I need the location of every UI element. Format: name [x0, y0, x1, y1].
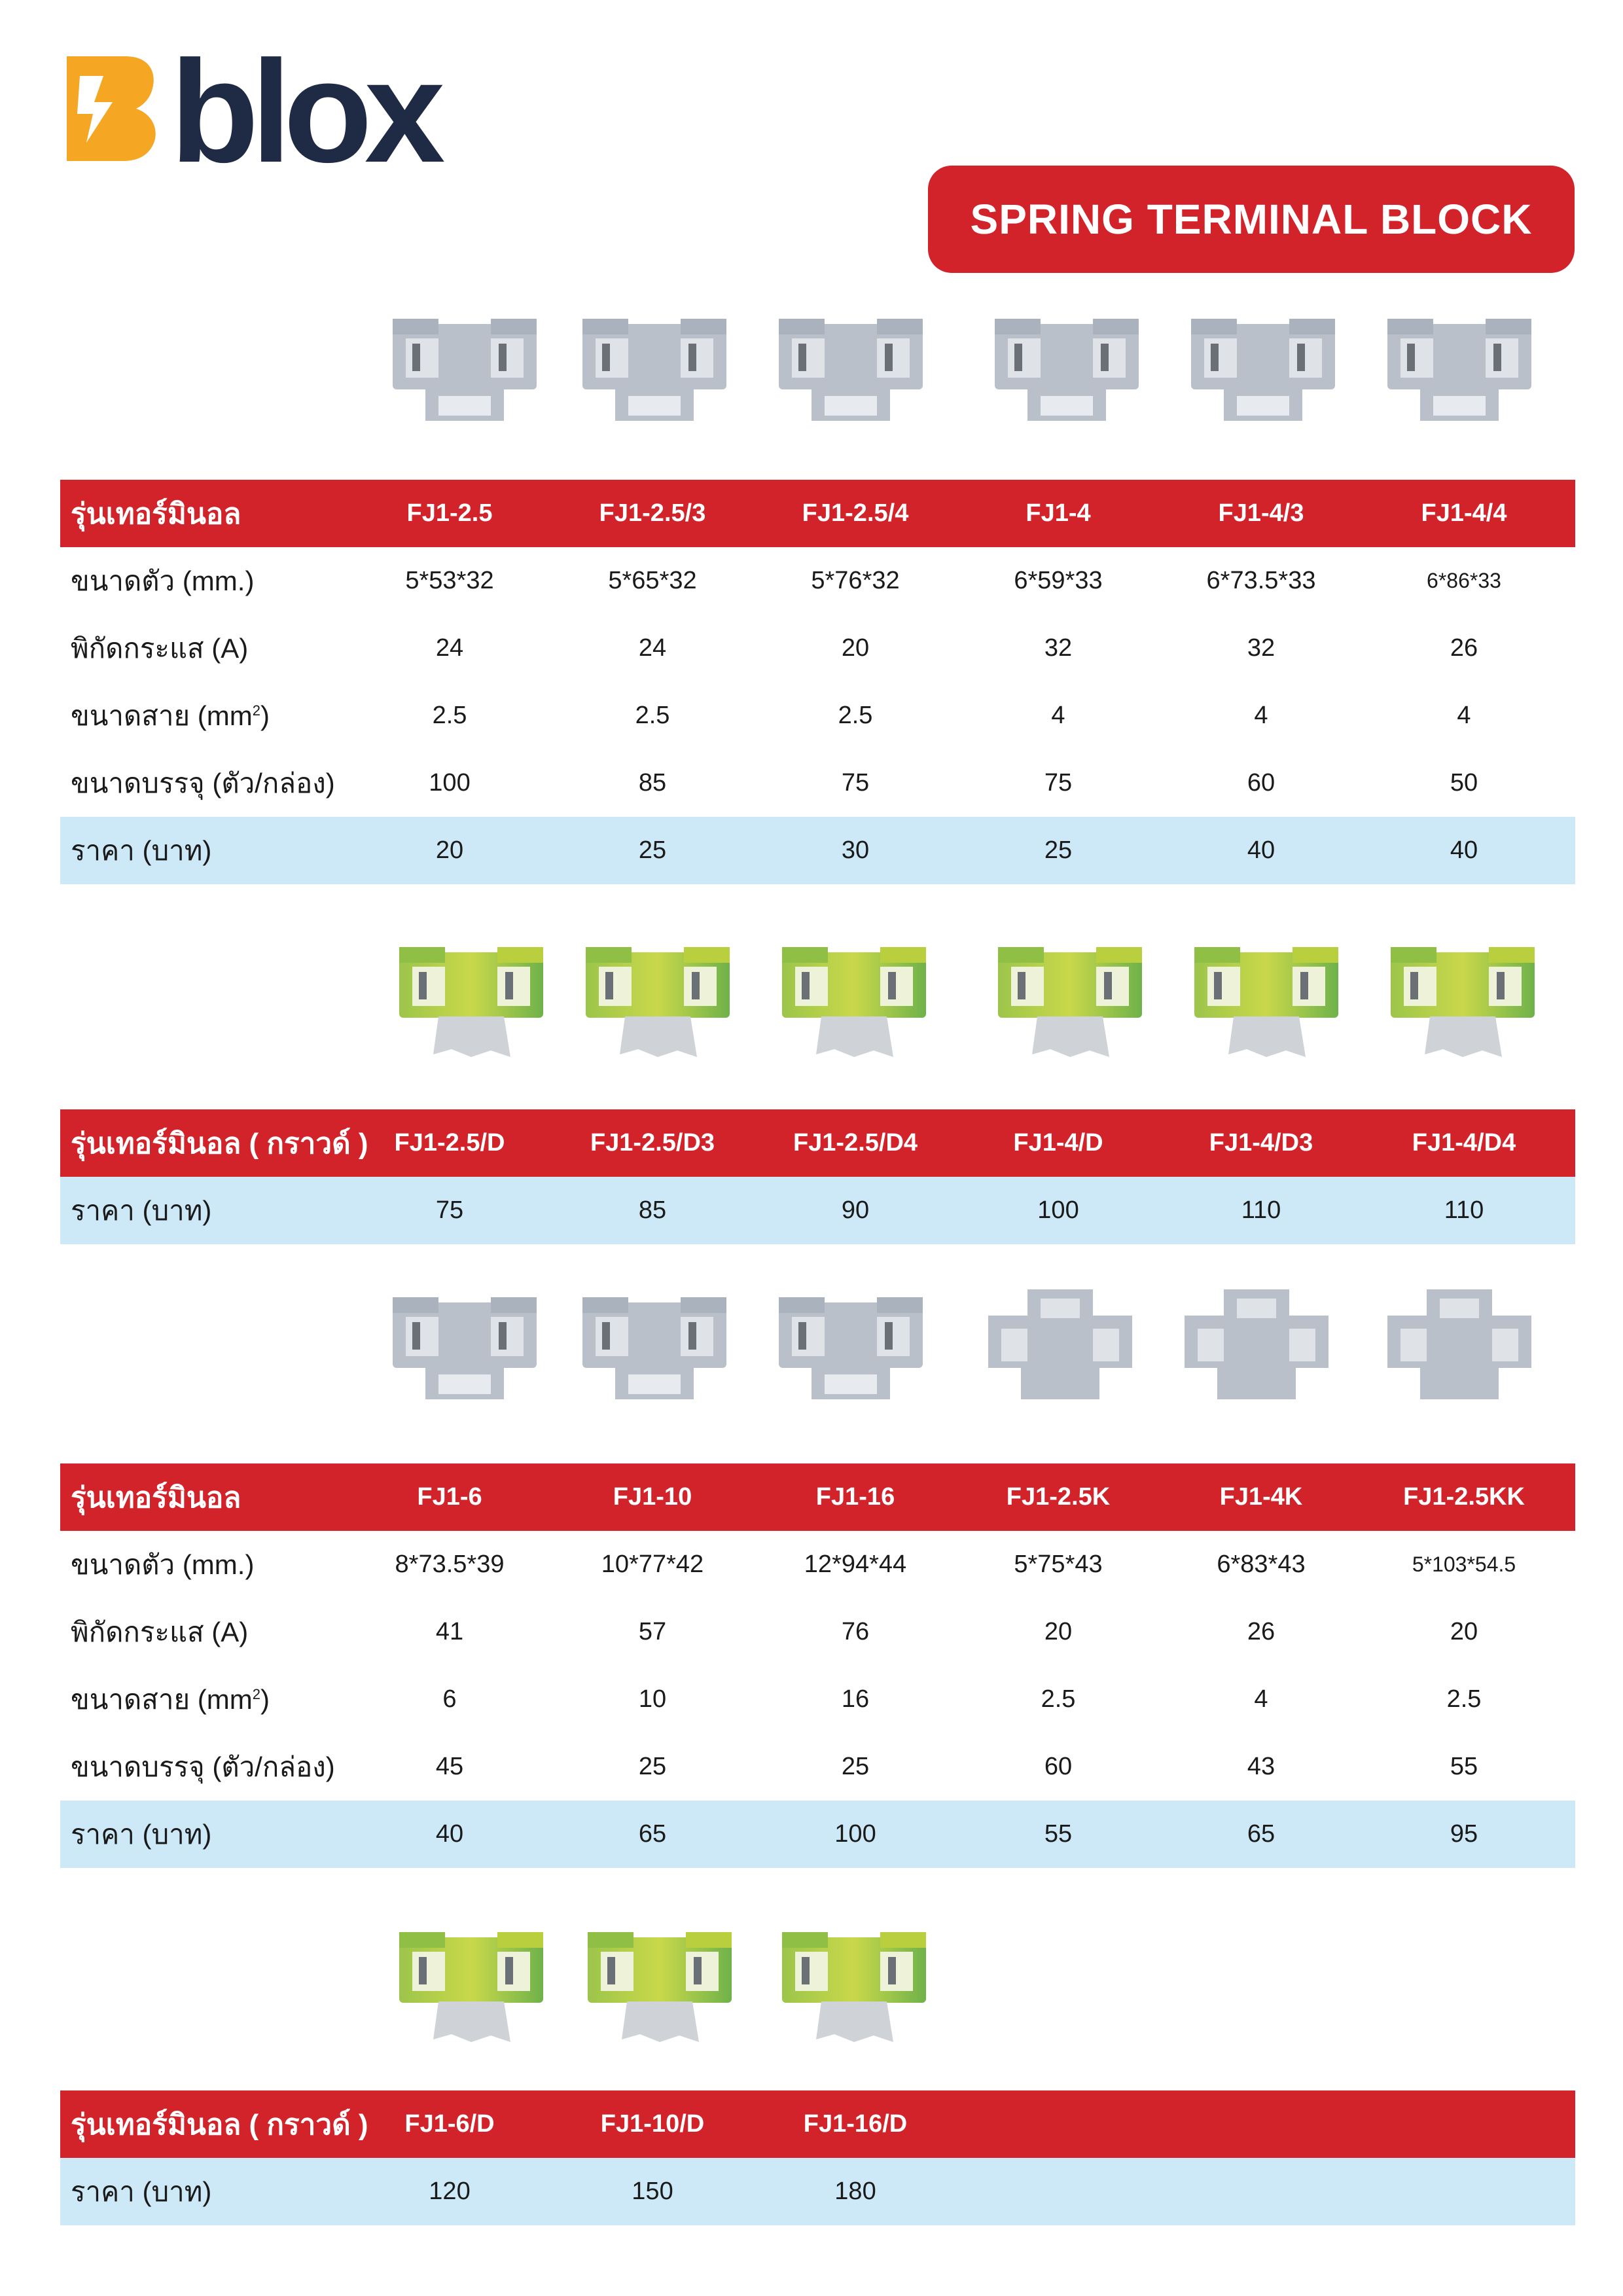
table-cell: 26 — [1247, 1618, 1275, 1645]
model-cell: FJ1-2.5KK — [1403, 1483, 1525, 1511]
price-cell: 180 — [834, 2178, 876, 2205]
size-label: ขนาดตัว (mm.) — [71, 565, 255, 596]
table-cell: 25 — [841, 1753, 870, 1780]
table-cell: 100 — [429, 769, 471, 797]
page-title: SPRING TERMINAL BLOCK — [928, 166, 1575, 273]
price-cell: 40 — [1450, 836, 1478, 864]
model-cell: FJ1-4/D3 — [1209, 1129, 1313, 1157]
table-row — [60, 1531, 1575, 1598]
model-cell: FJ1-2.5/3 — [599, 499, 706, 527]
price-row — [60, 817, 1575, 884]
model-cell: FJ1-16 — [815, 1483, 895, 1511]
terminal-block-ground-3-icon — [579, 933, 736, 1064]
price-cell: 25 — [1044, 836, 1073, 864]
wire-label: ขนาดสาย $(mm^2)$ — [71, 700, 270, 731]
table-cell: 10*77*42 — [601, 1551, 704, 1578]
table-cell: 5*75*43 — [1014, 1551, 1103, 1578]
price-cell: 75 — [435, 1196, 464, 1224]
table-cell: 20 — [1450, 1618, 1478, 1645]
price-cell: 20 — [435, 836, 464, 864]
table-cell: 41 — [435, 1618, 464, 1645]
price-label: ราคา (บาท) — [71, 2176, 212, 2207]
current-label: พิกัดกระแส (A) — [71, 1616, 249, 1647]
table-row — [60, 615, 1575, 682]
product-images-row-3 — [0, 1283, 1623, 1414]
terminal-block-grey-icon — [576, 1283, 733, 1414]
table-cell: 6*86*33 — [1427, 569, 1501, 592]
model-cell: FJ1-2.5 — [406, 499, 493, 527]
model-label: รุ่นเทอร์มินอล — [71, 497, 241, 530]
brand-name: blox — [170, 31, 438, 193]
wire-label: ขนาดสาย $(mm^2)$ — [71, 1683, 270, 1715]
table-cell: 20 — [1044, 1618, 1073, 1645]
table-cell: 75 — [1044, 769, 1073, 797]
table-cell: 45 — [435, 1753, 464, 1780]
price-cell: 100 — [834, 1820, 876, 1848]
table-cell: 24 — [435, 634, 464, 662]
model-cell: FJ1-10/D — [600, 2110, 705, 2138]
table-cell: 5*103*54.5 — [1412, 1552, 1516, 1576]
terminal-block-ground-icon — [776, 1918, 933, 2049]
model-cell: FJ1-6 — [417, 1483, 482, 1511]
table-row — [60, 749, 1575, 817]
terminal-block-triple-icon — [1381, 1283, 1538, 1414]
terminal-block-ground-icon — [393, 1918, 550, 2049]
terminal-block-grey-icon — [772, 1283, 929, 1414]
size-label: ขนาดตัว (mm.) — [71, 1549, 255, 1580]
table-cell: 5*53*32 — [405, 567, 494, 594]
price-cell: 55 — [1044, 1820, 1073, 1848]
price-cell: 110 — [1444, 1196, 1484, 1224]
price-row — [60, 2158, 1575, 2225]
terminal-block-ground-3-icon — [1188, 933, 1345, 1064]
spec-table-3 — [60, 1463, 1575, 1868]
product-images-row-4 — [0, 1918, 1623, 2049]
price-cell: 25 — [638, 836, 667, 864]
price-label: ราคา (บาท) — [71, 834, 212, 866]
spec-table-4 — [60, 2090, 1575, 2225]
table-cell: 2.5 — [635, 702, 670, 729]
price-cell: 85 — [638, 1196, 667, 1224]
model-cell: FJ1-16/D — [803, 2110, 908, 2138]
terminal-block-ground-icon — [581, 1918, 738, 2049]
model-cell: FJ1-6/D — [404, 2110, 495, 2138]
table-cell: 6*73.5*33 — [1206, 567, 1316, 594]
current-label: พิกัดกระแส (A) — [71, 632, 249, 664]
table-cell: 43 — [1247, 1753, 1275, 1780]
terminal-block-ground-4-icon — [1384, 933, 1541, 1064]
price-cell: 100 — [1037, 1196, 1079, 1224]
table-cell: 24 — [638, 634, 667, 662]
table-cell: 2.5 — [1041, 1685, 1076, 1713]
table-header-row — [60, 480, 1575, 547]
brand-logo — [60, 31, 466, 193]
table-cell: 2.5 — [432, 702, 467, 729]
table-row — [60, 1598, 1575, 1666]
model-cell: FJ1-2.5/D4 — [793, 1129, 918, 1157]
table-header-row — [60, 1109, 1575, 1177]
blox-logo-icon — [60, 56, 158, 161]
table-row — [60, 547, 1575, 615]
table-cell: 4 — [1457, 702, 1471, 729]
table-cell: 75 — [841, 769, 870, 797]
terminal-block-grey-4-icon — [772, 304, 929, 435]
table-cell: 4 — [1051, 702, 1065, 729]
table-cell: 2.5 — [838, 702, 873, 729]
table-cell: 10 — [638, 1685, 667, 1713]
price-cell: 30 — [841, 836, 870, 864]
table-cell: 32 — [1247, 634, 1275, 662]
table-cell: 16 — [841, 1685, 870, 1713]
table-cell: 6*83*43 — [1217, 1551, 1306, 1578]
terminal-block-ground-icon — [393, 933, 550, 1064]
price-row — [60, 1177, 1575, 1244]
model-cell: FJ1-4K — [1219, 1483, 1303, 1511]
table-cell: 32 — [1044, 634, 1073, 662]
pack-label: ขนาดบรรจุ (ตัว/กล่อง) — [71, 767, 335, 798]
terminal-block-grey-3-icon — [576, 304, 733, 435]
table-cell: 26 — [1450, 634, 1478, 662]
table-cell: 55 — [1450, 1753, 1478, 1780]
table-header-row — [60, 1463, 1575, 1531]
model-ground-label: รุ่นเทอร์มินอล ( กราวด์ ) — [71, 1127, 368, 1160]
model-cell: FJ1-2.5/4 — [802, 499, 909, 527]
terminal-block-double-icon — [982, 1283, 1139, 1414]
terminal-block-ground-icon — [991, 933, 1149, 1064]
table-cell: 60 — [1044, 1753, 1073, 1780]
spec-table-2 — [60, 1109, 1575, 1244]
table-cell: 4 — [1254, 702, 1268, 729]
table-cell: 76 — [841, 1618, 870, 1645]
product-images-row-2 — [0, 933, 1623, 1064]
price-label: ราคา (บาท) — [71, 1818, 212, 1850]
terminal-block-grey-3-icon — [1185, 304, 1342, 435]
table-cell: 5*76*32 — [811, 567, 900, 594]
terminal-block-grey-icon — [988, 304, 1145, 435]
table-cell: 12*94*44 — [804, 1551, 907, 1578]
model-cell: FJ1-4/4 — [1421, 499, 1507, 527]
model-ground-label: รุ่นเทอร์มินอล ( กราวด์ ) — [71, 2108, 368, 2141]
price-cell: 40 — [435, 1820, 464, 1848]
model-cell: FJ1-2.5K — [1006, 1483, 1111, 1511]
price-cell: 90 — [841, 1196, 870, 1224]
table-cell: 8*73.5*39 — [395, 1551, 505, 1578]
terminal-block-ground-4-icon — [776, 933, 933, 1064]
model-cell: FJ1-4/3 — [1218, 499, 1304, 527]
terminal-block-double-icon — [1178, 1283, 1335, 1414]
table-cell: 25 — [638, 1753, 667, 1780]
price-cell: 65 — [638, 1820, 667, 1848]
price-cell: 95 — [1450, 1820, 1478, 1848]
table-cell: 57 — [638, 1618, 667, 1645]
terminal-block-grey-4-icon — [1381, 304, 1538, 435]
model-cell: FJ1-2.5/D — [394, 1129, 505, 1157]
spec-table-1 — [60, 480, 1575, 884]
model-cell: FJ1-4/D4 — [1412, 1129, 1516, 1157]
table-cell: 4 — [1254, 1685, 1268, 1713]
model-cell: FJ1-4 — [1026, 499, 1091, 527]
price-cell: 40 — [1247, 836, 1275, 864]
terminal-block-grey-icon — [386, 304, 543, 435]
table-cell: 85 — [638, 769, 667, 797]
price-cell: 110 — [1241, 1196, 1281, 1224]
price-cell: 65 — [1247, 1820, 1275, 1848]
model-cell: FJ1-4/D — [1013, 1129, 1103, 1157]
model-cell: FJ1-10 — [613, 1483, 692, 1511]
table-cell: 20 — [841, 634, 870, 662]
table-cell: 6*59*33 — [1014, 567, 1103, 594]
table-cell: 60 — [1247, 769, 1275, 797]
table-cell: 6 — [442, 1685, 457, 1713]
table-cell: 5*65*32 — [608, 567, 697, 594]
terminal-block-grey-icon — [386, 1283, 543, 1414]
price-label: ราคา (บาท) — [71, 1194, 212, 1226]
product-images-row-1 — [0, 304, 1623, 435]
table-row — [60, 682, 1575, 749]
price-row — [60, 1801, 1575, 1868]
price-cell: 150 — [632, 2178, 673, 2205]
table-header-row — [60, 2090, 1575, 2158]
table-row — [60, 1733, 1575, 1801]
model-cell: FJ1-2.5/D3 — [590, 1129, 715, 1157]
table-cell: 50 — [1450, 769, 1478, 797]
table-row — [60, 1666, 1575, 1733]
model-label: รุ่นเทอร์มินอล — [71, 1481, 241, 1514]
pack-label: ขนาดบรรจุ (ตัว/กล่อง) — [71, 1751, 335, 1782]
price-cell: 120 — [429, 2178, 471, 2205]
table-cell: 2.5 — [1446, 1685, 1482, 1713]
